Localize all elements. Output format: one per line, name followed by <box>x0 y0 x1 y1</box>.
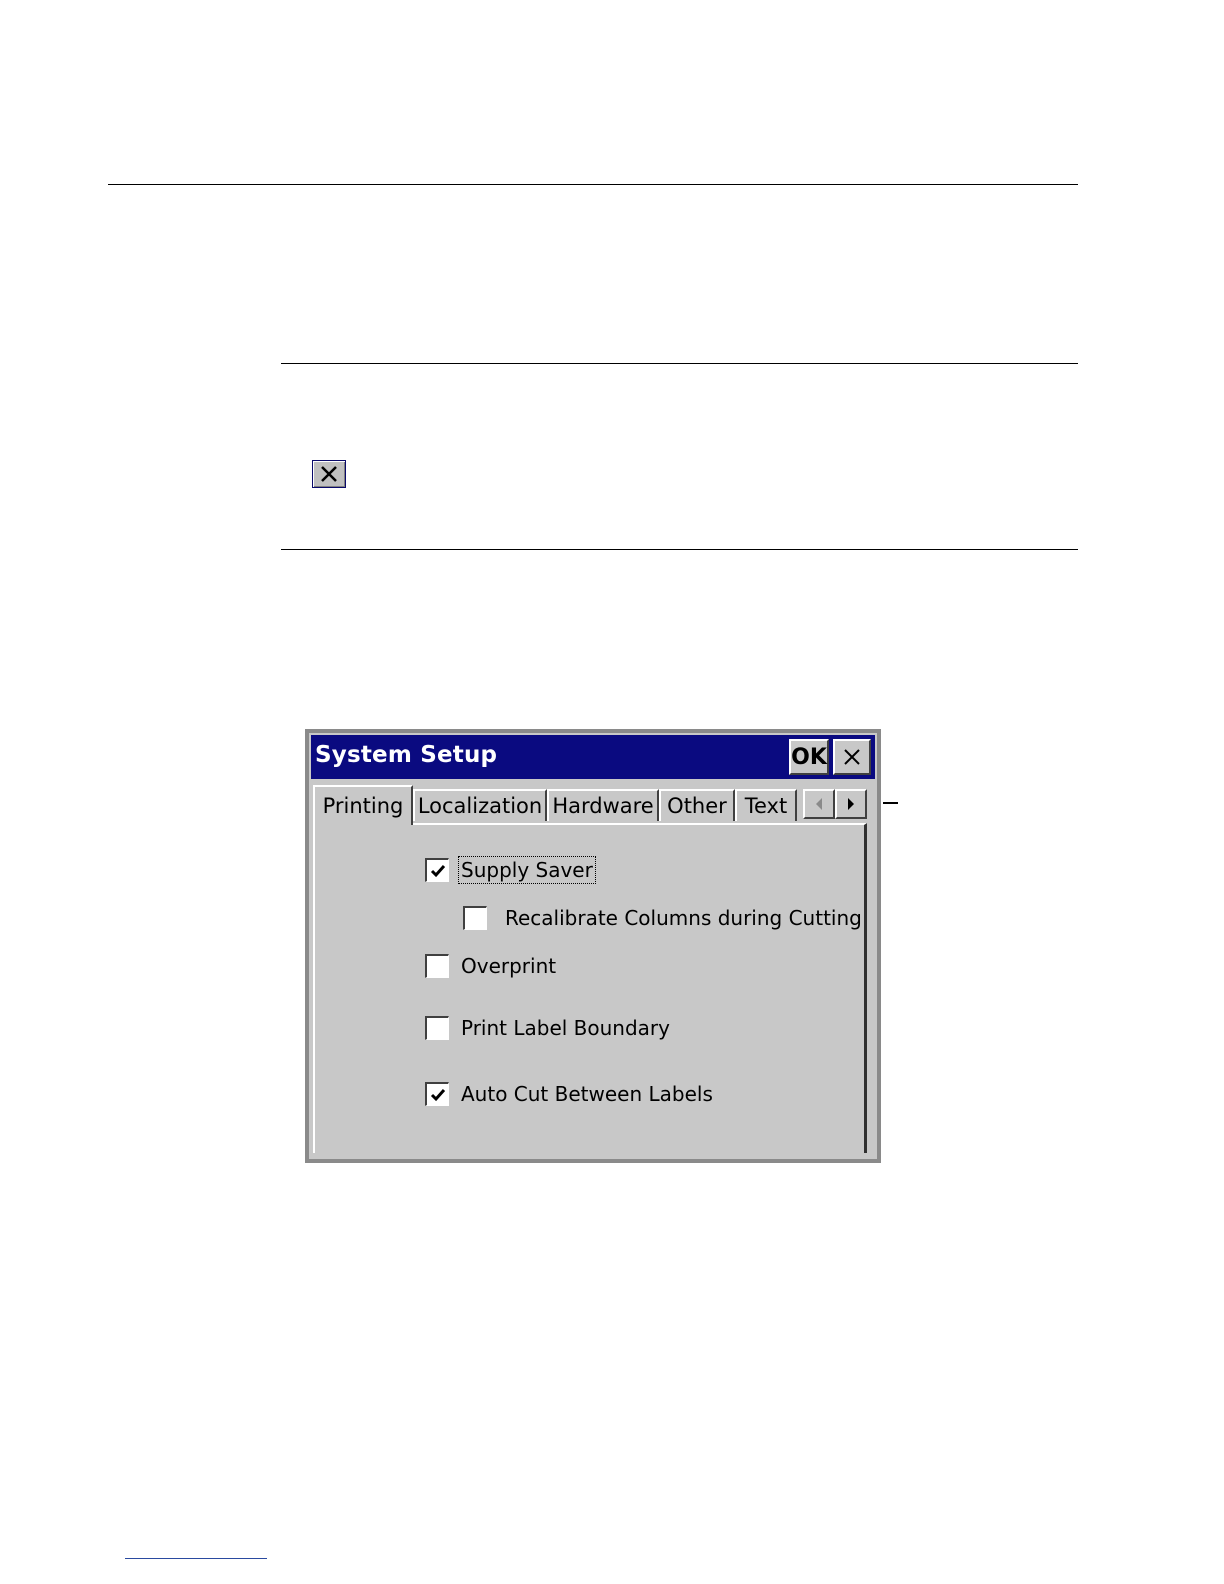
tab-hardware[interactable]: Hardware <box>547 789 659 821</box>
overprint-label: Overprint <box>461 954 557 978</box>
tab-scroll-right-button[interactable] <box>835 789 867 819</box>
tab-other[interactable]: Other <box>659 789 735 821</box>
dialog-titlebar <box>311 735 875 779</box>
print-label-boundary-option[interactable] <box>425 1015 672 1041</box>
overprint-checkbox[interactable] <box>425 954 449 978</box>
auto-cut-option[interactable] <box>425 1081 715 1107</box>
recalibrate-columns-checkbox[interactable] <box>463 906 487 930</box>
arrow-right-icon <box>846 797 856 811</box>
callout-line <box>883 802 898 804</box>
close-icon <box>843 748 861 766</box>
auto-cut-checkbox[interactable] <box>425 1082 449 1106</box>
system-setup-dialog <box>305 729 881 1163</box>
checkmark-icon <box>430 1088 446 1102</box>
ok-button[interactable]: OK <box>789 739 829 775</box>
supply-saver-label: Supply Saver <box>461 858 593 882</box>
note-top-rule <box>281 363 1078 364</box>
tab-strip <box>313 783 873 823</box>
close-icon <box>312 460 346 488</box>
tab-localization[interactable]: Localization <box>413 789 547 821</box>
tab-text[interactable]: Text <box>735 789 797 821</box>
print-label-boundary-checkbox[interactable] <box>425 1016 449 1040</box>
auto-cut-label: Auto Cut Between Labels <box>461 1082 713 1106</box>
dialog-title: System Setup <box>315 742 498 768</box>
tab-scroll-left-button[interactable] <box>803 789 835 819</box>
checkmark-icon <box>430 864 446 878</box>
printing-options-panel <box>313 823 867 1153</box>
footer-rule <box>125 1558 267 1559</box>
header-rule <box>108 184 1078 185</box>
recalibrate-columns-option[interactable] <box>463 905 864 931</box>
supply-saver-option[interactable] <box>425 857 595 883</box>
supply-saver-checkbox[interactable] <box>425 858 449 882</box>
overprint-option[interactable] <box>425 953 558 979</box>
arrow-left-icon <box>814 797 824 811</box>
print-label-boundary-label: Print Label Boundary <box>461 1016 670 1040</box>
recalibrate-columns-label: Recalibrate Columns during Cutting <box>505 906 862 930</box>
note-bottom-rule <box>281 549 1078 550</box>
close-button[interactable] <box>833 739 871 775</box>
tab-printing[interactable]: Printing <box>313 785 413 825</box>
